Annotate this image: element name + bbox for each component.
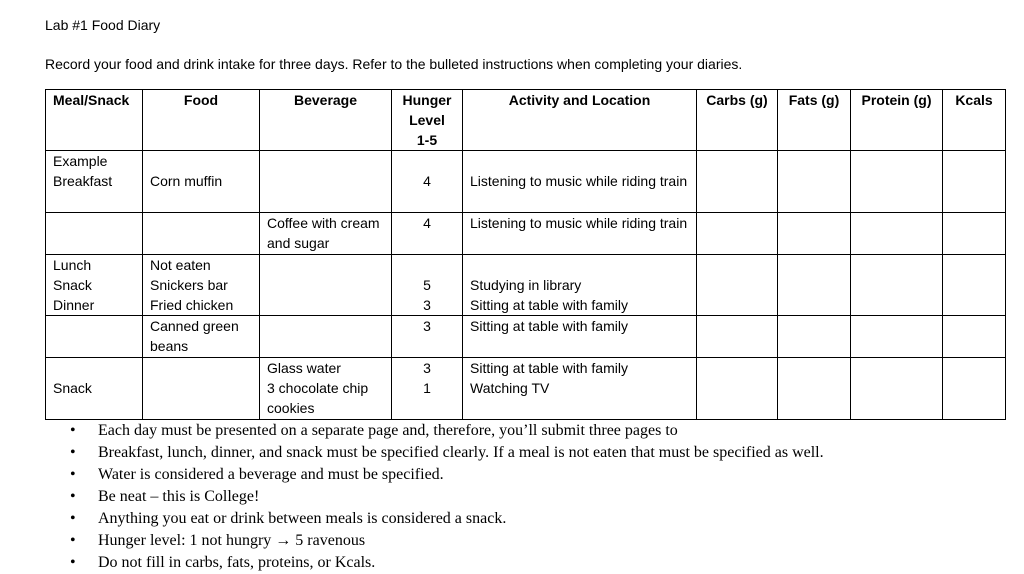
cell-hunger: 3 — [392, 358, 463, 379]
cell-activity: Listening to music while riding train — [463, 171, 697, 213]
col-header-meal: Meal/Snack — [46, 90, 143, 151]
table-header-row — [46, 90, 1006, 151]
cell-hunger: 5 — [392, 275, 463, 295]
instruction-item: • Hunger level: 1 not hungry → 5 ravenous — [70, 530, 824, 552]
cell-beverage: Coffee with cream and sugar — [260, 213, 392, 255]
instruction-item: • Be neat – this is College! — [70, 486, 824, 508]
instruction-item: • Breakfast, lunch, dinner, and snack must be specified clearly. If a meal is not eaten that must be specified as well. — [70, 442, 824, 464]
col-header-beverage: Beverage — [260, 90, 392, 151]
cell-beverage: 3 chocolate chip cookies — [260, 378, 392, 420]
cell-hunger: 3 — [392, 316, 463, 358]
table-row — [46, 275, 1006, 295]
cell-beverage — [260, 295, 392, 316]
cell-food: Fried chicken — [143, 295, 260, 316]
cell-meal: Snack — [46, 378, 143, 420]
col-header-fats: Fats (g) — [778, 90, 851, 151]
cell-hunger: 4 — [392, 171, 463, 213]
table-row — [46, 171, 1006, 213]
cell-food: Corn muffin — [143, 171, 260, 213]
instruction-item: • Anything you eat or drink between meals is considered a snack. — [70, 508, 824, 530]
table-row — [46, 213, 1006, 255]
cell-meal — [46, 358, 143, 379]
cell-activity: Watching TV — [463, 378, 697, 420]
cell-beverage — [260, 275, 392, 295]
instruction-item: • Each day must be presented on a separate page and, therefore, you’ll submit three pages to — [70, 420, 824, 442]
example-label: Example — [46, 151, 143, 172]
cell-food — [143, 213, 260, 255]
cell-meal: Lunch — [46, 255, 143, 276]
col-header-hunger-line3: 1-5 — [416, 132, 438, 148]
cell-activity: Listening to music while riding train — [463, 213, 697, 255]
cell-activity: Sitting at table with family — [463, 358, 697, 379]
cell-meal — [46, 316, 143, 358]
cell-beverage — [260, 316, 392, 358]
page-title: Lab #1 Food Diary — [45, 17, 161, 33]
cell-hunger: 3 — [392, 295, 463, 316]
instruction-item: • Do not fill in carbs, fats, proteins, or Kcals. — [70, 552, 824, 574]
cell-food — [143, 378, 260, 420]
cell-beverage — [260, 255, 392, 276]
cell-meal — [46, 213, 143, 255]
instruction-item: • Water is considered a beverage and must be specified. — [70, 464, 824, 486]
cell-meal: Dinner — [46, 295, 143, 316]
col-header-carbs: Carbs (g) — [697, 90, 778, 151]
cell-food: Snickers bar — [143, 275, 260, 295]
col-header-kcals: Kcals — [943, 90, 1006, 151]
col-header-hunger-line1: Hunger — [402, 92, 452, 108]
col-header-activity: Activity and Location — [463, 90, 697, 151]
cell-meal: Breakfast — [46, 171, 143, 213]
cell-beverage — [260, 171, 392, 213]
cell-food: Not eaten — [143, 255, 260, 276]
instructions-list — [70, 420, 824, 574]
cell-hunger: 4 — [392, 213, 463, 255]
cell-activity: Sitting at table with family — [463, 295, 697, 316]
table-row — [46, 151, 1006, 172]
cell-beverage: Glass water — [260, 358, 392, 379]
cell-activity — [463, 255, 697, 276]
table-row — [46, 378, 1006, 420]
col-header-hunger — [392, 90, 463, 151]
cell-food: Canned green beans — [143, 316, 260, 358]
cell-meal: Snack — [46, 275, 143, 295]
table-row — [46, 316, 1006, 358]
cell-hunger — [392, 255, 463, 276]
cell-food — [143, 358, 260, 379]
food-diary-table — [45, 89, 1006, 420]
table-row — [46, 295, 1006, 316]
col-header-food: Food — [143, 90, 260, 151]
cell-activity: Studying in library — [463, 275, 697, 295]
table-row — [46, 358, 1006, 379]
cell-activity: Sitting at table with family — [463, 316, 697, 358]
cell-hunger: 1 — [392, 378, 463, 420]
intro-text: Record your food and drink intake for three days. Refer to the bulleted instructions when completing your diaries. — [45, 56, 743, 72]
col-header-protein: Protein (g) — [851, 90, 943, 151]
table-row — [46, 255, 1006, 276]
col-header-hunger-line2: Level — [409, 112, 445, 128]
